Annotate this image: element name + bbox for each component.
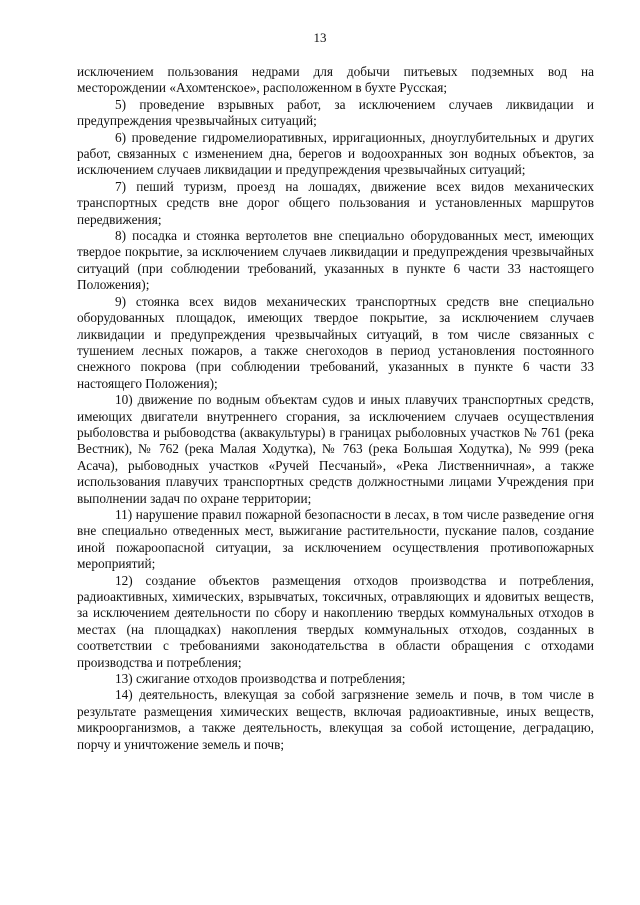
list-item-11: 11) нарушение правил пожарной безопасности в лесах, в том числе разведение огня вне специально отведенных мест, выжигание растительности, пускание палов, создание иной пожароопасной ситуации, за исключением осуществления противопожарных мероприятий; [77, 506, 594, 572]
paragraph-continuation: исключением пользования недрами для добычи питьевых подземных вод на месторождении «Ахомтенское», расположенном в бухте Русская; [77, 64, 594, 96]
list-item-14: 14) деятельность, влекущая за собой загрязнение земель и почв, в том числе в результате размещения химических веществ, включая радиоактивные, иных веществ, микроорганизмов, а также деятельность, влекущая за собой истощение, деградацию, порчу и уничтожение земель и почв; [77, 687, 594, 752]
list-item-8: 8) посадка и стоянка вертолетов вне специально оборудованных мест, имеющих твердое покрытие, за исключением случаев ликвидации и предупреждения чрезвычайных ситуаций (при соблюдении требований, указанных в пункте 6 части 33 настоящего Положения); [77, 228, 594, 293]
list-item-12: 12) создание объектов размещения отходов производства и потребления, радиоактивных, химических, взрывчатых, токсичных, отравляющих и ядовитых веществ, за исключением деятельности по сбору и накоплению твердых коммунальных отходов в местах (на площадках) накопления твердых коммунальных отходов, созданных в соответствии с требованиями законодательства в области обращения с отходами производства и потребления; [77, 572, 594, 670]
page-number: 13 [313, 30, 327, 45]
document-body [77, 64, 594, 753]
list-item-10: 10) движение по водным объектам судов и иных плавучих транспортных средств, имеющих двигатели внутреннего сгорания, за исключением случаев осуществления рыболовства и рыбоводства (аквакультуры) в границах рыболовных участков № 761 (река Вестник), № 762 (река Малая Ходутка), № 763 (река Большая Ходутка), № 999 (река Асача), рыбоводных участков «Ручей Песчаный», «Река Лиственничная», а также использования плавучих транспортных средств должностными лицами Учреждения при выполнении задач по охране территории; [77, 392, 594, 506]
list-item-9: 9) стоянка всех видов механических транспортных средств вне специально оборудованных площадок, имеющих твердое покрытие, за исключением случаев ликвидации и предупреждения чрезвычайных ситуаций, в том числе связанных с тушением лесных пожаров, а также снегоходов в период установления постоянного снежного покрова (при соблюдении требований, указанных в пункте 6 части 33 настоящего Положения); [77, 293, 594, 391]
list-item-5: 5) проведение взрывных работ, за исключением случаев ликвидации и предупреждения чрезвычайных ситуаций; [77, 96, 594, 129]
list-item-7: 7) пеший туризм, проезд на лошадях, движение всех видов механических транспортных средств вне дорог общего пользования и установленных маршрутов передвижения; [77, 178, 594, 227]
list-item-6: 6) проведение гидромелиоративных, ирригационных, дноуглубительных и других работ, связанных с изменением дна, берегов и водоохранных зон водных объектов, за исключением случаев ликвидации и предупреждения чрезвычайных ситуаций; [77, 129, 594, 178]
list-item-13: 13) сжигание отходов производства и потребления; [115, 671, 406, 687]
